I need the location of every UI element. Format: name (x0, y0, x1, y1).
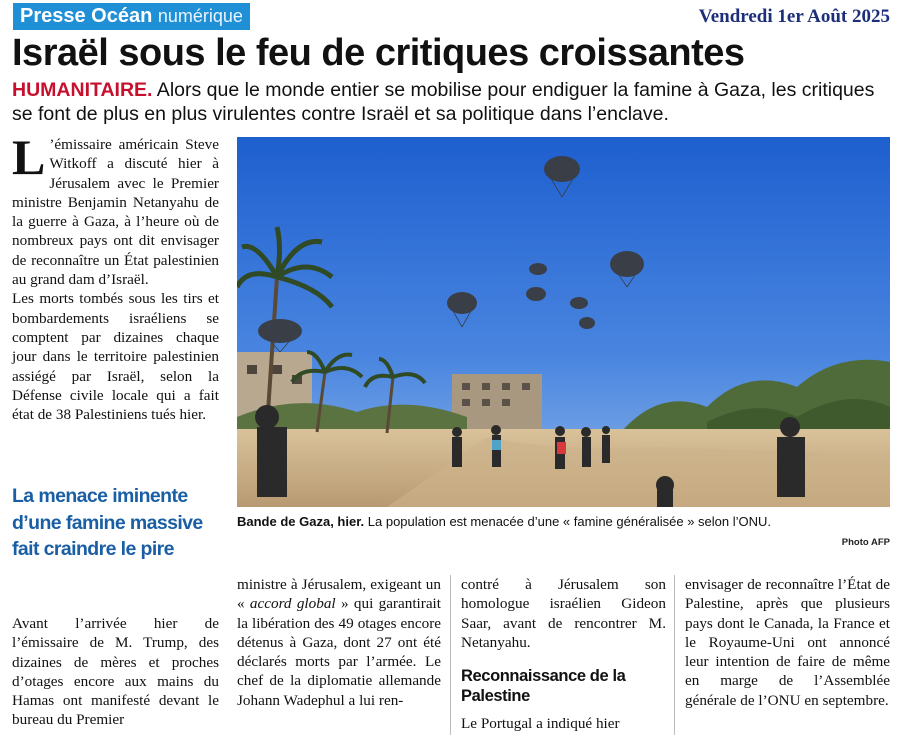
lead-text: ’émissaire américain Steve Witkoff a discuté hier à Jérusalem avec le Premier ministre Benjamin Netanyahu de la guerre à Gaza, à l’heure où de nombreux pays ont dit envisager de reconnaître un État palestinien au grand dam d’Israël. (12, 136, 219, 289)
body-column-2 (237, 575, 441, 710)
column-divider (450, 575, 451, 735)
col2-text (237, 575, 441, 710)
news-photo (237, 137, 890, 507)
pull-quote: La menace iminente d’une famine massive fait craindre le pire (12, 485, 203, 560)
body-column-4 (685, 575, 890, 710)
caption-text: La population est menacée d’une « famine généralisée » selon l’ONU. (364, 514, 772, 529)
lead-column (12, 129, 219, 424)
drop-cap: L (12, 129, 46, 185)
col2-text-a: ministre à Jérusalem, exigeant un « (237, 576, 441, 613)
photo-caption (237, 514, 892, 530)
airdrop-photo-illustration (237, 137, 890, 507)
brand-logo (13, 3, 250, 30)
deck-kicker: HUMANITAIRE. (12, 79, 153, 101)
deck (12, 78, 892, 126)
lead-paragraph (12, 129, 219, 289)
col2-italic: accord global (249, 595, 336, 613)
column-divider (674, 575, 675, 735)
col3-text: contré à Jérusalem son homologue israélien Gideon Saar, avant de rencontrer M. Netanyahu. (461, 576, 666, 651)
issue-date: Vendredi 1er Août 2025 (698, 6, 890, 27)
deck-text: Alors que le monde entier se mobilise pour endiguer la famine à Gaza, les critiques se font de plus en plus virulentes contre Israël et sa politique dans l’enclave. (12, 79, 875, 125)
brand-name: Presse Océan (20, 5, 153, 27)
subhead: Reconnaissance de la Palestine (461, 667, 626, 706)
col1-text: Avant l’arrivée hier de l’émissaire de M. Trump, des dizaines de mères et proches d’otages encore aux mains du Hamas ont manifesté devant le bureau du Premier (12, 615, 219, 729)
photo-credit: Photo AFP (841, 537, 890, 548)
second-paragraph: Les morts tombés sous les tirs et bombardements israéliens se comptent par dizaines chaque jour dans le territoire palestinien assiégé par Israël, selon la Défense civile locale qui a fait état de 38 Palestiniens tués hier. (12, 290, 219, 424)
headline: Israël sous le feu de critiques croissantes (12, 32, 745, 74)
col2-text-b: » qui garantirait la libération des 49 otages encore détenus à Gaza, dont 27 ont été déclarés morts par l’armée. Le chef de la diplomatie allemande Johann Wadephul a lui ren- (237, 595, 441, 709)
col4-text: envisager de reconnaître l’État de Palestine, après que plusieurs pays dont le Canada, la France et le Royaume-Uni ont annoncé leur intention de faire de même en marge de l’Assemblée générale de l’ONU en septembre. (685, 576, 890, 709)
body-column-1 (12, 614, 219, 730)
brand-sub: numérique (157, 6, 243, 26)
body-column-3 (461, 575, 666, 733)
caption-bold: Bande de Gaza, hier. (237, 514, 365, 529)
col3-text2: Le Portugal a indiqué hier (461, 715, 620, 733)
